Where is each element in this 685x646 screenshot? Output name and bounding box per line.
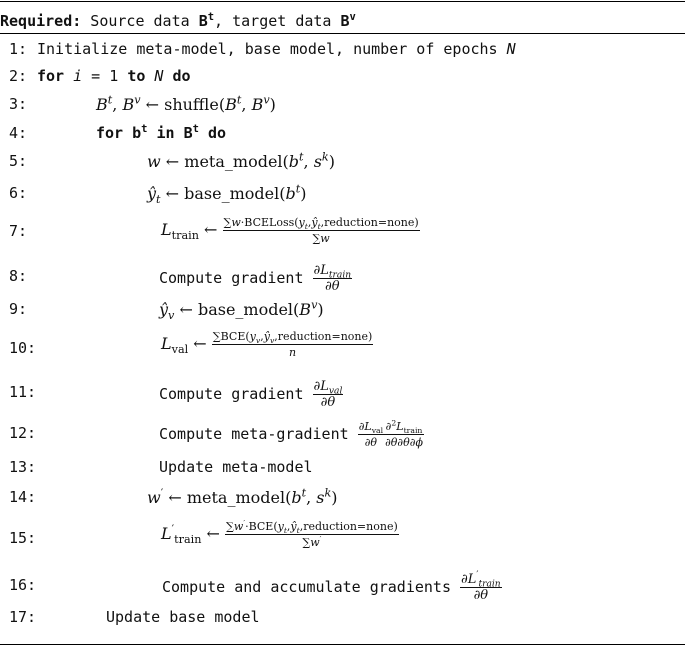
shuffle-func: shuffle: [164, 95, 219, 114]
required-label: Required:: [0, 12, 82, 30]
loss-args: reduction=none): [324, 216, 419, 229]
keyword-for: for: [37, 67, 65, 85]
grad-subscript: val: [328, 386, 343, 397]
required-text-source: Source data: [81, 12, 199, 30]
keyword-in: in: [156, 124, 175, 142]
top-rule: [0, 1, 685, 2]
line-number: 5:: [9, 152, 28, 170]
line-number: 11:: [9, 383, 37, 401]
loss-args: reduction=none): [303, 520, 398, 533]
line-text: Compute gradient: [159, 269, 304, 287]
line-number: 14:: [9, 488, 37, 506]
meta-grad-val-subscript: val: [371, 426, 384, 436]
source-data-symbol: B: [198, 12, 208, 30]
line-number: 6:: [9, 184, 28, 202]
loop-end: N: [145, 67, 173, 85]
line-number: 12:: [9, 424, 37, 442]
line-text: Compute meta-gradient: [159, 425, 349, 443]
line-number: 17:: [9, 608, 37, 626]
line-number: 4:: [9, 124, 28, 142]
loss-func: BCE: [220, 330, 246, 343]
meta-model-func: meta_model: [186, 488, 286, 507]
keyword-do: do: [208, 124, 227, 142]
source-data-sup: t: [207, 11, 215, 23]
line-number: 15:: [9, 529, 37, 547]
loss-subscript: train: [174, 533, 202, 547]
meta-grad-train-subscript: train: [403, 426, 423, 436]
algorithm-block: Required: Source data $B^t$, target data $B^v$ 1: Initialize meta-model, base model, number of epochs N 2: for i = 1 to N do 3: $B^t$, $B^v$ ← $shuffle(B^t$, $B^v$) 4: for $b^t$ in $B^t$ do 5: w ← $meta\_model(b^t$, $s^k$) 6: $ŷ_t$ ← $base\_model(b^t)$ 7: $L_{train}$ ← $\frac{\sum w\cdot BCELoss(y_t,ŷ_t,reduction=none)}{\sum w}$ 8: Compute gradient $\frac{\partial L_{train}}{\partial\theta}$ 9: $ŷ_v$ ← $base\_model(B^v)$ 10: $L_{val}$ ← $\frac{\sum BCE(y_v,ŷ_v,reduction=none)}{n}$ 11: Compute gradient $\frac{\partial L_{val}}{\partial\theta}$ 12: Compute meta-gradient $\frac{\partial L_{val}}{\partial\theta}$ $\frac{\partial^2L_{train}}{\partial\theta\partial\theta\partial\phi}$ 13: Update meta-model 14: w′ ← $meta\_model(b^t$, $s^k$) 15: $L'_{train}$ ← $\frac{\sum w'\cdot BCE(y_t,ŷ_t,reduction=none)}{\sum w'}$ 16: Compute and accumulate gradients $\frac{\partial L'_{train}}{\partial\theta}$ 17: Update base model: [0, 0, 685, 646]
line-text: Initialize meta-model, base model, number of epochs: [37, 40, 507, 58]
loss-subscript: train: [171, 229, 199, 243]
line-text: Compute gradient: [159, 385, 304, 403]
line-text: Update meta-model: [159, 458, 313, 476]
loss-args: reduction=none): [277, 330, 373, 343]
loss-func: BCE: [248, 520, 274, 533]
base-model-func: base_model: [197, 300, 294, 319]
loop-var: i: [73, 67, 83, 85]
line-number: 8:: [9, 267, 28, 285]
grad-subscript: train: [478, 579, 501, 590]
line-number: 10:: [9, 339, 37, 357]
grad-subscript: train: [328, 270, 352, 281]
target-data-sup: v: [349, 11, 356, 23]
loss-denominator: n: [289, 346, 297, 359]
base-model-func: base_model: [184, 184, 280, 203]
keyword-for: for: [96, 124, 124, 142]
loss-subscript: val: [171, 343, 189, 357]
keyword-to: to: [127, 67, 146, 85]
line-number: 2:: [9, 67, 28, 85]
loss-func: BCELoss: [244, 216, 295, 229]
line-number: 7:: [9, 222, 28, 240]
line-number: 16:: [9, 576, 37, 594]
loop-start: = 1: [82, 67, 128, 85]
line-number: 1:: [9, 40, 28, 58]
target-data-symbol: B: [340, 12, 350, 30]
line-text: Compute and accumulate gradients: [162, 578, 451, 596]
bottom-rule: [0, 644, 685, 645]
line-number: 3:: [9, 95, 28, 113]
header-rule: [0, 33, 685, 34]
meta-model-func: meta_model: [184, 152, 283, 171]
keyword-do: do: [172, 67, 191, 85]
line-text: Update base model: [106, 608, 260, 626]
required-text-target: , target data: [214, 12, 341, 30]
line-number: 13:: [9, 458, 37, 476]
line-number: 9:: [9, 300, 28, 318]
